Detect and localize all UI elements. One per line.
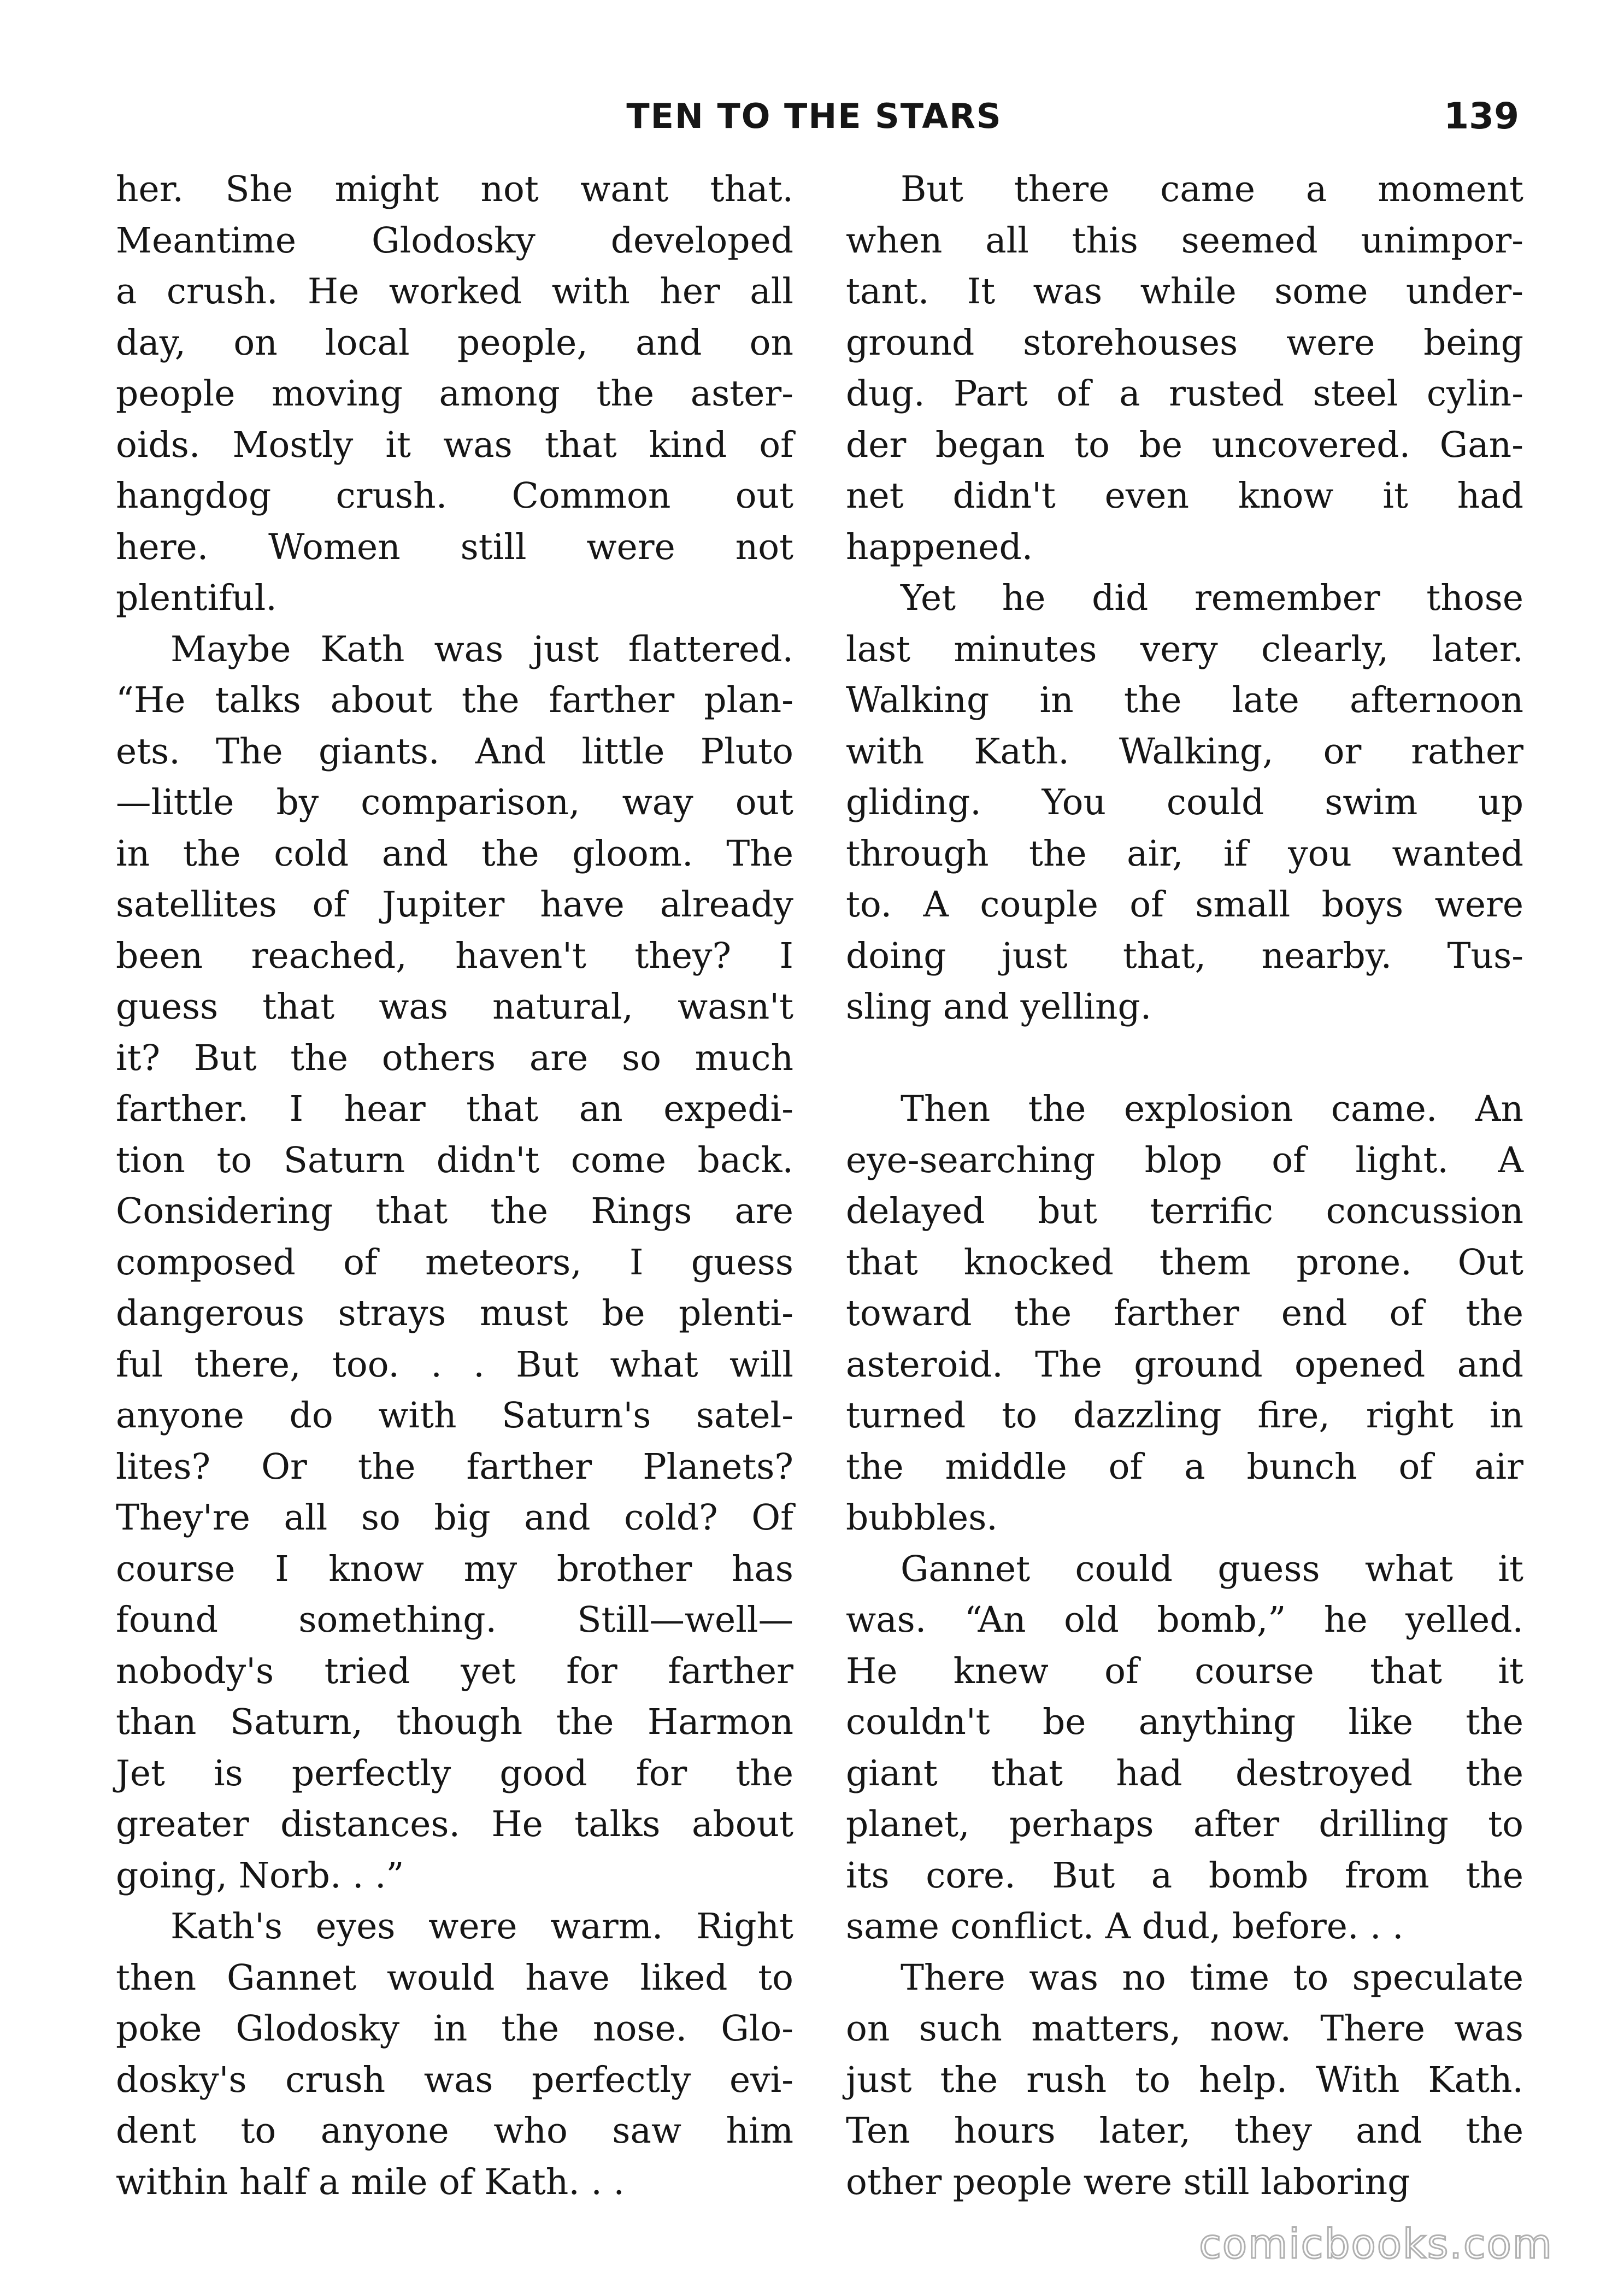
text-line: been reached, haven't they? I: [116, 935, 793, 977]
text-line: Maybe Kath was just flattered.: [170, 628, 793, 670]
text-line: tant. It was while some under-: [846, 271, 1523, 312]
text-line: found something. Still—well—: [116, 1599, 793, 1640]
text-line: plentiful.: [116, 578, 277, 619]
text-line: oids. Mostly it was that kind of: [116, 424, 793, 466]
text-line: ets. The giants. And little Pluto: [116, 731, 793, 772]
text-line: dosky's crush was perfectly evi-: [116, 2059, 793, 2101]
text-line: —little by comparison, way out: [116, 782, 793, 823]
text-line: Walking in the late afternoon: [846, 680, 1523, 721]
text-line: Meantime Glodosky developed: [116, 220, 793, 261]
text-line: dangerous strays must be plenti-: [116, 1293, 793, 1334]
text-line: delayed but terrific concussion: [846, 1191, 1523, 1232]
text-line: here. Women still were not: [116, 526, 793, 568]
text-line: it? But the others are so much: [116, 1037, 793, 1079]
text-line: just the rush to help. With Kath.: [846, 2059, 1523, 2101]
text-line: Ten hours later, they and the: [846, 2110, 1523, 2151]
text-line: going, Norb. . .”: [116, 1855, 404, 1896]
paragraph: [116, 164, 793, 624]
paragraph: [846, 573, 1523, 1033]
text-line: nobody's tried yet for farther: [116, 1650, 793, 1692]
text-line: ful there, too. . . But what will: [116, 1344, 793, 1385]
text-line: a crush. He worked with her all: [116, 271, 793, 312]
text-line: ground storehouses were being: [846, 322, 1523, 363]
text-line: composed of meteors, I guess: [116, 1242, 793, 1283]
text-line: on such matters, now. There was: [846, 2008, 1523, 2049]
right-text-column: [846, 164, 1523, 2208]
text-line: But there came a moment: [901, 169, 1523, 210]
text-line: net didn't even know it had: [846, 475, 1523, 516]
text-line: Jet is perfectly good for the: [116, 1752, 793, 1794]
text-line: her. She might not want that.: [116, 169, 793, 210]
paragraph: [846, 1952, 1523, 2208]
text-line: They're all so big and cold? Of: [116, 1497, 793, 1538]
text-line: Kath's eyes were warm. Right: [170, 1906, 793, 1947]
text-line: poke Glodosky in the nose. Glo-: [116, 2008, 793, 2049]
text-line: day, on local people, and on: [116, 322, 793, 363]
text-line: doing just that, nearby. Tus-: [846, 935, 1523, 977]
paragraph: [846, 1544, 1523, 1952]
paragraph: [116, 1901, 793, 2208]
text-line: toward the farther end of the: [846, 1293, 1523, 1334]
text-line: gliding. You could swim up: [846, 782, 1523, 823]
text-line: when all this seemed unimpor-: [846, 220, 1523, 261]
paragraph: [116, 624, 793, 1902]
text-line: course I know my brother has: [116, 1548, 793, 1590]
text-line: the middle of a bunch of air: [846, 1446, 1523, 1487]
paragraph: [846, 1084, 1523, 1544]
text-line: dent to anyone who saw him: [116, 2110, 793, 2151]
text-line: people moving among the aster-: [116, 373, 793, 414]
text-line: der began to be uncovered. Gan-: [846, 424, 1523, 466]
page-number: 139: [1444, 95, 1519, 137]
text-line: satellites of Jupiter have already: [116, 884, 793, 925]
text-line: turned to dazzling fire, right in: [846, 1395, 1523, 1436]
running-head: [109, 92, 1519, 141]
text-line: lites? Or the farther Planets?: [116, 1446, 793, 1487]
section-break: [846, 1033, 1523, 1084]
text-line: planet, perhaps after drilling to: [846, 1804, 1523, 1845]
text-line: bubbles.: [846, 1497, 998, 1538]
text-line: anyone do with Saturn's satel-: [116, 1395, 793, 1436]
text-line: other people were still laboring: [846, 2161, 1410, 2203]
running-title: TEN TO THE STARS: [626, 96, 1002, 136]
text-line: He knew of course that it: [846, 1650, 1523, 1692]
text-line: giant that had destroyed the: [846, 1752, 1523, 1794]
text-line: last minutes very clearly, later.: [846, 628, 1523, 670]
text-line: same conflict. A dud, before. . .: [846, 1906, 1404, 1947]
text-line: tion to Saturn didn't come back.: [116, 1139, 793, 1181]
text-line: “He talks about the farther plan-: [116, 680, 793, 721]
text-line: sling and yelling.: [846, 986, 1152, 1027]
text-line: asteroid. The ground opened and: [846, 1344, 1523, 1385]
text-line: eye-searching blop of light. A: [846, 1139, 1523, 1181]
text-line: Yet he did remember those: [901, 578, 1523, 619]
text-line: in the cold and the gloom. The: [116, 833, 793, 874]
text-line: through the air, if you wanted: [846, 833, 1523, 874]
text-line: guess that was natural, wasn't: [116, 986, 793, 1027]
text-line: to. A couple of small boys were: [846, 884, 1523, 925]
text-line: with Kath. Walking, or rather: [846, 731, 1523, 772]
text-line: that knocked them prone. Out: [846, 1242, 1523, 1283]
text-line: Gannet could guess what it: [901, 1548, 1523, 1590]
text-line: then Gannet would have liked to: [116, 1957, 793, 1998]
watermark-text: comicbooks.com: [1199, 2221, 1553, 2268]
paragraph: [846, 164, 1523, 573]
left-text-column: [116, 164, 793, 2208]
text-line: There was no time to speculate: [901, 1957, 1523, 1998]
text-line: Considering that the Rings are: [116, 1191, 793, 1232]
text-line: than Saturn, though the Harmon: [116, 1702, 793, 1743]
text-line: Then the explosion came. An: [901, 1089, 1523, 1130]
text-line: farther. I hear that an expedi-: [116, 1089, 793, 1130]
text-line: dug. Part of a rusted steel cylin-: [846, 373, 1523, 414]
text-line: within half a mile of Kath. . .: [116, 2161, 625, 2203]
text-line: greater distances. He talks about: [116, 1804, 793, 1845]
text-line: happened.: [846, 526, 1033, 568]
text-line: hangdog crush. Common out: [116, 475, 793, 516]
text-line: its core. But a bomb from the: [846, 1855, 1523, 1896]
text-line: was. “An old bomb,” he yelled.: [846, 1599, 1523, 1640]
text-line: couldn't be anything like the: [846, 1702, 1523, 1743]
